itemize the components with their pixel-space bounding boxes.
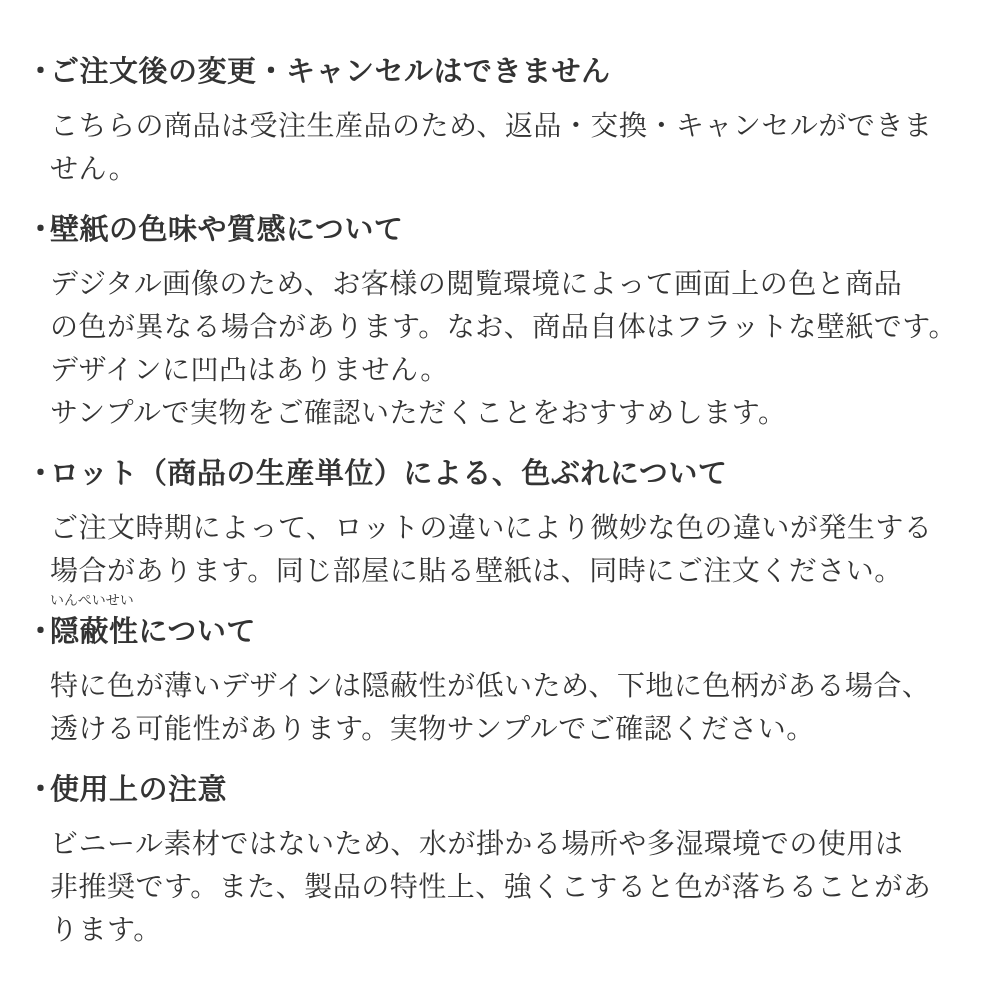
bullet: ・ xyxy=(26,616,56,648)
section-heading xyxy=(26,456,972,492)
section-heading xyxy=(26,592,972,650)
body-line: ります。 xyxy=(50,914,162,945)
bullet: ・ xyxy=(26,774,56,806)
ruby-base-text: 隠蔽性 xyxy=(50,616,139,648)
section-color-texture xyxy=(26,212,972,434)
body-line: せん。 xyxy=(50,153,138,184)
heading-rest-text: について xyxy=(138,616,256,648)
section-heading-text: ロット（商品の生産単位）による、色ぶれについて xyxy=(50,458,728,490)
body-line: デザインに凹凸はありません。 xyxy=(50,354,449,385)
body-line: ビニール素材ではないため、水が掛かる場所や多湿環境での使用は xyxy=(50,828,904,859)
body-line: 透ける可能性があります。実物サンプルでご確認ください。 xyxy=(50,713,815,744)
body-line: ご注文時期によって、ロットの違いにより微妙な色の違いが発生する xyxy=(50,512,933,543)
section-order-cancel xyxy=(26,54,972,190)
body-line: 場合があります。同じ部屋に貼る壁紙は、同時にご注文ください。 xyxy=(50,555,903,586)
section-heading-text xyxy=(50,592,256,650)
section-heading xyxy=(26,772,972,808)
section-heading-text: ご注文後の変更・キャンセルはできません xyxy=(50,56,611,88)
section-heading xyxy=(26,212,972,248)
body-line: の色が異なる場合があります。なお、商品自体はフラットな壁紙です。 xyxy=(50,311,957,342)
section-heading-text: 使用上の注意 xyxy=(50,774,228,806)
bullet: ・ xyxy=(26,214,56,246)
section-body xyxy=(26,506,972,592)
body-line: サンプルで実物をご確認いただくことをおすすめします。 xyxy=(50,397,787,428)
furigana-label: いんぺいせい xyxy=(50,592,134,608)
body-line: こちらの商品は受注生産品のため、返品・交換・キャンセルができま xyxy=(50,110,933,141)
section-lot-variation xyxy=(26,456,972,592)
body-line: デジタル画像のため、お客様の閲覧環境によって画面上の色と商品 xyxy=(50,268,903,299)
section-body xyxy=(26,262,972,434)
bullet: ・ xyxy=(26,56,56,88)
section-body xyxy=(26,104,972,190)
body-line: 特に色が薄いデザインは隠蔽性が低いため、下地に色柄がある場合、 xyxy=(50,670,931,701)
section-body xyxy=(26,822,972,951)
section-heading-text: 壁紙の色味や質感について xyxy=(50,214,404,246)
section-opacity xyxy=(26,592,972,750)
bullet: ・ xyxy=(26,458,56,490)
body-line: 非推奨です。また、製品の特性上、強くこすると色が落ちることがあ xyxy=(50,871,932,902)
section-usage-caution xyxy=(26,772,972,951)
section-body xyxy=(26,664,972,750)
section-heading xyxy=(26,54,972,90)
